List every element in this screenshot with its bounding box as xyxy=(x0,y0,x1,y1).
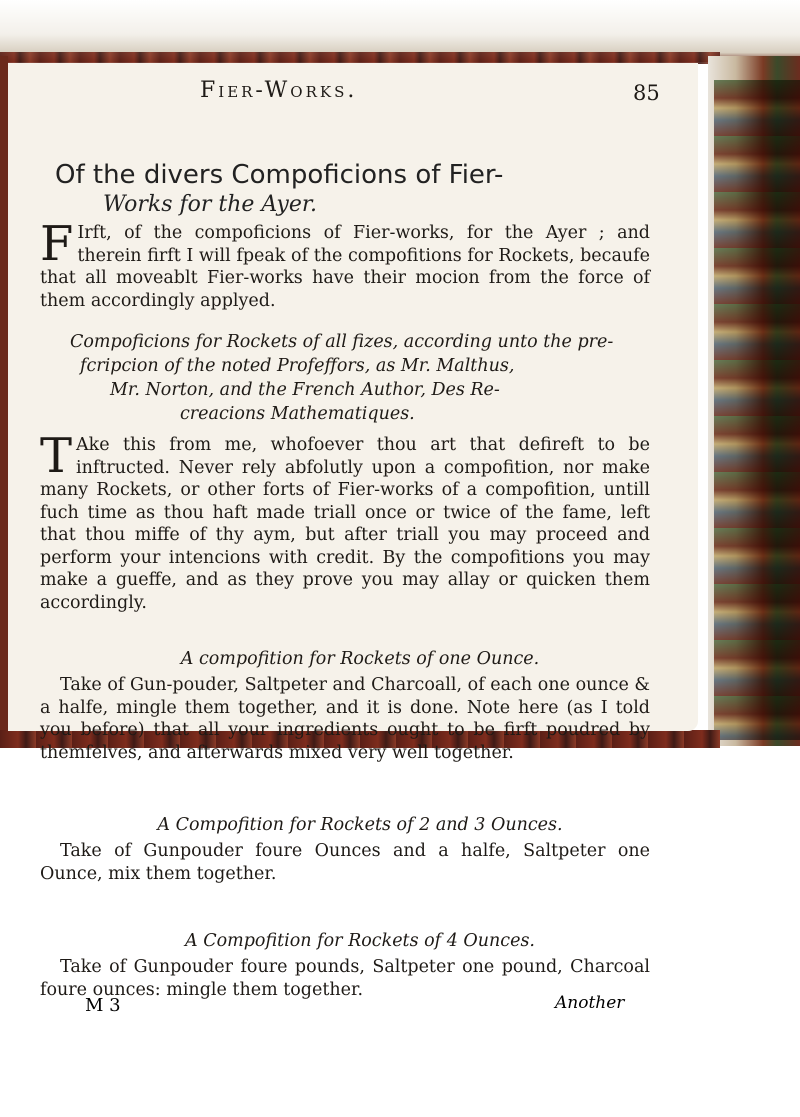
signature-mark: M 3 xyxy=(85,995,121,1016)
subheading-two-three-ounces: A Compofition for Rockets of 2 and 3 Ounces. xyxy=(157,815,563,835)
subheading-line4: creacions Mathematiques. xyxy=(180,404,415,424)
binding-strip-left xyxy=(0,56,8,746)
paragraph-5: Take of Gunpouder foure pounds, Saltpeter one pound, Charcoal foure ounces: mingle them together. xyxy=(40,957,650,1000)
chapter-title xyxy=(55,160,680,220)
page-number: 85 xyxy=(633,81,660,105)
subheading-one-ounce: A compofition for Rockets of one Ounce. xyxy=(180,649,540,669)
chapter-title-line2: Works for the Ayer. xyxy=(103,192,317,217)
catchword: Another xyxy=(555,993,625,1013)
page-content xyxy=(40,72,680,1000)
subheading-line3: Mr. Norton, and the French Author, Des Re- xyxy=(110,380,500,400)
subheading-line2: fcripcion of the noted Profeffors, as Mr. Malthus, xyxy=(80,356,515,376)
dropcap-t: T xyxy=(40,428,73,484)
dropcap-f: F xyxy=(40,216,74,272)
paragraph-2-text: Ake this from me, whofoever thou art that defireft to be inftructed. Never rely abfolutly upon a compofition, nor make many Rockets, or other forts of Fier-works of a compofition, untill fuch time as thou haft made triall once or twice of the fame, left that thou miffe of thy aym, but after triall you may proceed and perform your intencions with credit. By the compofitions you may make a gueffe, and as they prove you may allay or quicken them accordingly. xyxy=(40,435,650,613)
subheading-line1: Compoficions for Rockets of all fizes, according unto the pre- xyxy=(70,332,614,352)
paragraph-4: Take of Gunpouder foure Ounces and a halfe, Saltpeter one Ounce, mix them together. xyxy=(40,841,650,884)
chapter-title-line1: Of the divers Compoficions of Fier- xyxy=(55,160,504,190)
marbled-edge-right xyxy=(714,80,800,740)
running-title: Fier-Works. xyxy=(200,78,358,103)
paragraph-3: Take of Gun-pouder, Saltpeter and Charcoall, of each one ounce & a halfe, mingle them together, and it is done. Note here (as I told you before) that all your ingredients ought to be firft poudred by themfelves, and afterwards mixed very well together. xyxy=(40,675,650,763)
subheading-compoficions xyxy=(70,330,630,426)
paragraph-1 xyxy=(40,216,650,312)
running-head xyxy=(40,78,680,112)
subheading-four-ounces: A Compofition for Rockets of 4 Ounces. xyxy=(185,931,535,951)
paragraph-2 xyxy=(40,428,650,614)
paragraph-1-text: Irft, of the compoficions of Fier-works, for the Ayer ; and therein firft I will fpeak of the compofitions for Rockets, becaufe that all moveablt Fier-works have their mocion from the force of them accordingly applyed. xyxy=(40,223,650,311)
